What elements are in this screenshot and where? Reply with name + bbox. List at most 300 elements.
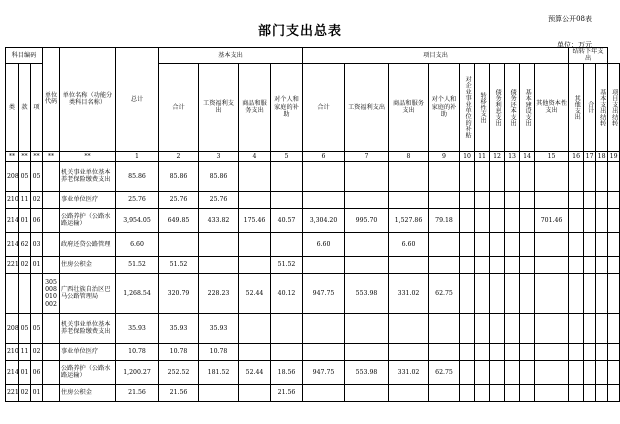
header-project-subtotal: 合计: [303, 63, 345, 151]
cell-value: [584, 256, 596, 273]
cell-unit-code: [43, 191, 60, 208]
cell-value: 85.86: [199, 161, 239, 191]
cell-value: [199, 384, 239, 401]
cell-value: 62.75: [429, 273, 460, 313]
cell-lei: [6, 273, 19, 313]
cell-value: [475, 384, 490, 401]
cell-value: [505, 360, 520, 384]
cell-value: 701.46: [535, 208, 569, 232]
cell-value: [535, 343, 569, 360]
table-row: [6, 191, 620, 208]
cell-unit-code: [43, 384, 60, 401]
table-row: [6, 360, 620, 384]
cell-value: [596, 191, 608, 208]
cell-value: [475, 256, 490, 273]
header-carry-basic: 基本支出结转: [596, 63, 608, 151]
cell-value: [345, 232, 389, 256]
header-subsidy: 对企业事业单位的补贴: [460, 63, 475, 151]
cell-value: 51.52: [116, 256, 159, 273]
cell-value: 331.02: [389, 360, 429, 384]
column-index-cell: 9: [429, 151, 460, 161]
cell-value: 18.56: [271, 360, 303, 384]
cell-value: [475, 161, 490, 191]
column-index-cell: 11: [475, 151, 490, 161]
table-row: [6, 161, 620, 191]
cell-value: [239, 161, 271, 191]
cell-unit-code: [43, 161, 60, 191]
cell-value: [596, 360, 608, 384]
header-unit-code: 单位代码: [43, 48, 60, 152]
cell-value: [239, 232, 271, 256]
cell-value: [505, 313, 520, 343]
cell-value: [535, 360, 569, 384]
cell-kuan: 11: [19, 343, 31, 360]
cell-value: 331.02: [389, 273, 429, 313]
cell-value: [569, 343, 584, 360]
cell-value: [303, 256, 345, 273]
cell-value: 21.56: [271, 384, 303, 401]
header-project-wages: 工资福利支出: [345, 63, 389, 151]
cell-unit-code: [43, 313, 60, 343]
column-index-cell: 15: [535, 151, 569, 161]
cell-value: [460, 313, 475, 343]
header-capital: 基本建设支出: [520, 63, 535, 151]
cell-value: 947.75: [303, 360, 345, 384]
cell-value: 21.56: [159, 384, 199, 401]
cell-kuan: 02: [19, 256, 31, 273]
column-index-cell: 12: [490, 151, 505, 161]
cell-value: [569, 161, 584, 191]
cell-value: [460, 273, 475, 313]
column-index-cell: 2: [159, 151, 199, 161]
cell-value: [429, 256, 460, 273]
cell-value: [596, 313, 608, 343]
cell-unit-name: 事业单位医疗: [60, 343, 116, 360]
cell-value: [520, 360, 535, 384]
cell-value: [535, 256, 569, 273]
cell-unit-code: [43, 343, 60, 360]
column-index-cell: 14: [520, 151, 535, 161]
cell-xiang: 05: [31, 161, 43, 191]
cell-value: [389, 191, 429, 208]
cell-value: 6.60: [116, 232, 159, 256]
cell-value: [608, 313, 620, 343]
cell-value: 1,268.54: [116, 273, 159, 313]
cell-value: [475, 191, 490, 208]
cell-value: [490, 313, 505, 343]
cell-value: 79.18: [429, 208, 460, 232]
cell-value: [584, 384, 596, 401]
cell-xiang: 02: [31, 191, 43, 208]
cell-value: [584, 273, 596, 313]
column-index-cell: **: [31, 151, 43, 161]
cell-lei: 210: [6, 343, 19, 360]
cell-value: [520, 273, 535, 313]
cell-value: [520, 232, 535, 256]
cell-value: [569, 256, 584, 273]
cell-value: 1,527.86: [389, 208, 429, 232]
table-row: [6, 273, 620, 313]
cell-value: [239, 343, 271, 360]
cell-unit-name: 政府还贷公路管理: [60, 232, 116, 256]
header-carryover: 结转下年支出: [569, 48, 608, 64]
cell-value: [520, 256, 535, 273]
column-index-cell: **: [6, 151, 19, 161]
cell-value: [535, 313, 569, 343]
cell-unit-code: [43, 256, 60, 273]
header-debt-principal: 债务还本支出: [505, 63, 520, 151]
column-index-cell: 16: [569, 151, 584, 161]
cell-value: [345, 256, 389, 273]
cell-kuan: 01: [19, 360, 31, 384]
cell-value: [520, 161, 535, 191]
column-index-cell: 1: [116, 151, 159, 161]
header-project-personal: 对个人和家庭的补助: [429, 63, 460, 151]
header-carry-subtotal: 合计: [584, 63, 596, 151]
unit-label: 单位：万元: [557, 41, 592, 49]
cell-value: [505, 256, 520, 273]
cell-value: 3,304.20: [303, 208, 345, 232]
cell-unit-name: 住房公积金: [60, 256, 116, 273]
cell-value: 62.75: [429, 360, 460, 384]
cell-kuan: [19, 273, 31, 313]
cell-value: [239, 313, 271, 343]
cell-value: [608, 161, 620, 191]
cell-value: [505, 273, 520, 313]
cell-value: [239, 384, 271, 401]
cell-value: 52.44: [239, 360, 271, 384]
cell-value: 35.93: [116, 313, 159, 343]
cell-value: [303, 313, 345, 343]
cell-unit-name: 住房公积金: [60, 384, 116, 401]
cell-value: [429, 232, 460, 256]
column-index-cell: **: [43, 151, 60, 161]
cell-value: [584, 313, 596, 343]
cell-value: [569, 360, 584, 384]
cell-value: [596, 208, 608, 232]
cell-value: 51.52: [159, 256, 199, 273]
cell-unit-name: 机关事业单位基本养老保险缴费支出: [60, 161, 116, 191]
table-row: [6, 313, 620, 343]
cell-value: [460, 191, 475, 208]
column-index-cell: 13: [505, 151, 520, 161]
cell-value: 40.57: [271, 208, 303, 232]
header-subject-code: 科目编码: [6, 48, 43, 64]
cell-unit-name: 机关事业单位基本养老保险缴费支出: [60, 313, 116, 343]
cell-value: [460, 232, 475, 256]
cell-value: 35.93: [159, 313, 199, 343]
header-debt-interest: 债务利息支出: [490, 63, 505, 151]
cell-value: [505, 161, 520, 191]
column-index-cell: 3: [199, 151, 239, 161]
cell-unit-name: 公路养护（公路水路运输）: [60, 360, 116, 384]
cell-value: [490, 232, 505, 256]
cell-value: 25.76: [199, 191, 239, 208]
cell-value: [569, 208, 584, 232]
cell-value: [303, 161, 345, 191]
table-row: [6, 256, 620, 273]
header-carry-project: 项目支出结转: [608, 63, 620, 151]
cell-lei: 221: [6, 256, 19, 273]
cell-value: 433.82: [199, 208, 239, 232]
cell-value: 320.79: [159, 273, 199, 313]
cell-value: [520, 313, 535, 343]
cell-value: [596, 256, 608, 273]
cell-value: 51.52: [271, 256, 303, 273]
cell-kuan: 05: [19, 313, 31, 343]
cell-value: 10.78: [116, 343, 159, 360]
cell-value: [490, 273, 505, 313]
header-kuan: 款: [19, 63, 31, 151]
cell-value: [535, 161, 569, 191]
cell-kuan: 62: [19, 232, 31, 256]
table-row: [6, 384, 620, 401]
header-other-capital: 其他资本性支出: [535, 63, 569, 151]
cell-value: [199, 256, 239, 273]
cell-value: [505, 232, 520, 256]
cell-value: [569, 232, 584, 256]
cell-value: [596, 384, 608, 401]
column-index-cell: **: [60, 151, 116, 161]
column-index-cell: 8: [389, 151, 429, 161]
cell-value: [505, 384, 520, 401]
cell-value: 6.60: [389, 232, 429, 256]
cell-value: [389, 384, 429, 401]
cell-value: [584, 343, 596, 360]
cell-value: [569, 273, 584, 313]
cell-value: [490, 208, 505, 232]
cell-value: [345, 161, 389, 191]
cell-value: 649.85: [159, 208, 199, 232]
cell-value: 553.98: [345, 360, 389, 384]
cell-value: [535, 191, 569, 208]
cell-value: [159, 232, 199, 256]
header-basic-wages: 工资福利支出: [199, 63, 239, 151]
cell-unit-code: [43, 232, 60, 256]
cell-value: [490, 360, 505, 384]
table-row: [6, 232, 620, 256]
cell-kuan: 01: [19, 208, 31, 232]
cell-value: [608, 191, 620, 208]
cell-value: 40.12: [271, 273, 303, 313]
cell-value: [389, 343, 429, 360]
cell-value: [389, 161, 429, 191]
cell-value: [490, 384, 505, 401]
cell-value: [596, 273, 608, 313]
cell-value: [239, 191, 271, 208]
cell-xiang: 01: [31, 256, 43, 273]
cell-value: [596, 161, 608, 191]
cell-value: [429, 313, 460, 343]
cell-value: 10.78: [159, 343, 199, 360]
cell-value: 85.86: [116, 161, 159, 191]
header-project-goods: 商品和服务支出: [389, 63, 429, 151]
cell-value: [460, 360, 475, 384]
cell-unit-name: 广西壮族自治区巴马公路管理局: [60, 273, 116, 313]
cell-value: [608, 384, 620, 401]
cell-value: [460, 384, 475, 401]
cell-value: [490, 191, 505, 208]
cell-value: [389, 313, 429, 343]
cell-value: [569, 384, 584, 401]
table-row: [6, 208, 620, 232]
cell-value: 175.46: [239, 208, 271, 232]
cell-value: [303, 384, 345, 401]
column-index-cell: 10: [460, 151, 475, 161]
cell-lei: 210: [6, 191, 19, 208]
cell-value: [520, 191, 535, 208]
cell-value: [505, 208, 520, 232]
cell-value: [535, 273, 569, 313]
cell-value: [271, 191, 303, 208]
cell-value: [584, 360, 596, 384]
cell-value: [596, 232, 608, 256]
cell-value: [199, 232, 239, 256]
header-total: 总计: [116, 48, 159, 152]
cell-value: 947.75: [303, 273, 345, 313]
cell-value: [475, 343, 490, 360]
cell-unit-code: 305008010002: [43, 273, 60, 313]
cell-unit-name: 公路养护（公路水路运输）: [60, 208, 116, 232]
form-code: 预算公开08表: [548, 15, 592, 23]
cell-value: 3,954.05: [116, 208, 159, 232]
cell-value: 21.56: [116, 384, 159, 401]
column-index-cell: 4: [239, 151, 271, 161]
cell-value: 6.60: [303, 232, 345, 256]
cell-lei: 214: [6, 208, 19, 232]
cell-value: [608, 273, 620, 313]
cell-value: [271, 232, 303, 256]
cell-value: [460, 256, 475, 273]
cell-value: [569, 191, 584, 208]
cell-value: [389, 256, 429, 273]
header-basic-personal: 对个人和家庭的补助: [271, 63, 303, 151]
cell-value: 181.52: [199, 360, 239, 384]
header-basic-goods: 商品和服务支出: [239, 63, 271, 151]
cell-xiang: 03: [31, 232, 43, 256]
cell-value: [608, 208, 620, 232]
cell-value: [429, 384, 460, 401]
cell-value: 228.23: [199, 273, 239, 313]
cell-kuan: 11: [19, 191, 31, 208]
expenditure-table: [5, 47, 620, 402]
cell-value: [460, 343, 475, 360]
cell-xiang: 01: [31, 384, 43, 401]
cell-lei: 208: [6, 313, 19, 343]
cell-unit-name: 事业单位医疗: [60, 191, 116, 208]
cell-value: [345, 191, 389, 208]
cell-value: [520, 343, 535, 360]
cell-value: 25.76: [116, 191, 159, 208]
cell-lei: 208: [6, 161, 19, 191]
cell-value: [475, 360, 490, 384]
column-index-cell: 17: [584, 151, 596, 161]
cell-value: [475, 313, 490, 343]
column-index-cell: 5: [271, 151, 303, 161]
cell-value: 995.70: [345, 208, 389, 232]
header-basic: 基本支出: [159, 48, 303, 64]
cell-value: [584, 191, 596, 208]
cell-value: [608, 343, 620, 360]
column-index-row: [6, 151, 620, 161]
cell-unit-code: [43, 208, 60, 232]
cell-value: 252.52: [159, 360, 199, 384]
cell-xiang: 05: [31, 313, 43, 343]
cell-value: [490, 256, 505, 273]
cell-value: [429, 161, 460, 191]
cell-value: [535, 232, 569, 256]
cell-value: 52.44: [239, 273, 271, 313]
cell-value: [303, 343, 345, 360]
cell-unit-code: [43, 360, 60, 384]
cell-value: [345, 384, 389, 401]
cell-value: [345, 313, 389, 343]
cell-value: 25.76: [159, 191, 199, 208]
cell-value: [505, 191, 520, 208]
header-transfer: 转移性支出: [475, 63, 490, 151]
cell-value: [271, 313, 303, 343]
cell-lei: 214: [6, 232, 19, 256]
header-lei: 类: [6, 63, 19, 151]
column-index-cell: **: [19, 151, 31, 161]
cell-value: [303, 191, 345, 208]
header-xiang: 项: [31, 63, 43, 151]
header-basic-subtotal: 合计: [159, 63, 199, 151]
cell-value: [490, 343, 505, 360]
cell-xiang: 06: [31, 360, 43, 384]
cell-value: [460, 208, 475, 232]
column-index-cell: 6: [303, 151, 345, 161]
cell-value: [608, 256, 620, 273]
cell-value: [239, 256, 271, 273]
cell-value: [584, 232, 596, 256]
cell-value: [505, 343, 520, 360]
cell-value: [608, 232, 620, 256]
cell-value: [569, 313, 584, 343]
cell-value: [584, 161, 596, 191]
cell-value: [429, 191, 460, 208]
cell-lei: 221: [6, 384, 19, 401]
cell-value: [475, 273, 490, 313]
table-row: [6, 343, 620, 360]
cell-value: [345, 343, 389, 360]
cell-value: [429, 343, 460, 360]
cell-value: [271, 161, 303, 191]
cell-value: 85.86: [159, 161, 199, 191]
cell-value: 1,200.27: [116, 360, 159, 384]
cell-value: [520, 208, 535, 232]
cell-value: [584, 208, 596, 232]
cell-value: [475, 232, 490, 256]
cell-kuan: 05: [19, 161, 31, 191]
cell-value: [520, 384, 535, 401]
cell-value: [460, 161, 475, 191]
cell-lei: 214: [6, 360, 19, 384]
cell-value: [271, 343, 303, 360]
column-index-cell: 18: [596, 151, 608, 161]
cell-value: [608, 360, 620, 384]
cell-xiang: 06: [31, 208, 43, 232]
cell-kuan: 02: [19, 384, 31, 401]
header-unit-name: 单位名称（功能分类科目名称）: [60, 48, 116, 152]
column-index-cell: 19: [608, 151, 620, 161]
column-index-cell: 7: [345, 151, 389, 161]
page-title: 部门支出总表: [257, 24, 342, 39]
cell-xiang: [31, 273, 43, 313]
cell-value: 553.98: [345, 273, 389, 313]
cell-value: [490, 161, 505, 191]
header-project: 项目支出: [303, 48, 569, 64]
